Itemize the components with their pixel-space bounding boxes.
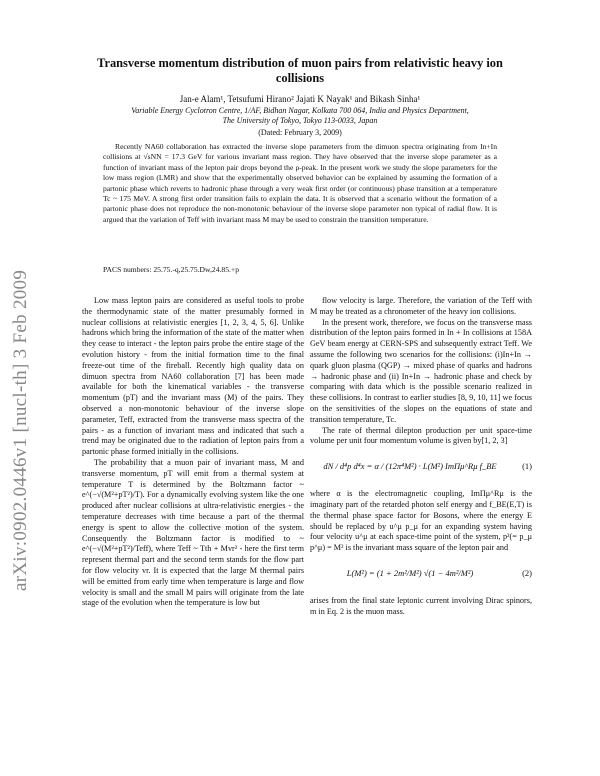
pacs-numbers: PACS numbers: 25.75.-q,25.75.Dw,24.85.+p (103, 265, 239, 274)
equation-2-body: L(M²) = (1 + 2m²/M²) √(1 − 4m²/M²) (346, 567, 474, 578)
left-column (82, 296, 304, 609)
paper-title: Transverse momentum distribution of muon pairs from relativistic heavy ion collisions (97, 56, 503, 85)
paragraph: flow velocity is large. Therefore, the variation of the Teff with M may be treated as a chronometer of the heavy ion collisions. (310, 296, 532, 316)
paragraph: where α is the electromagnetic coupling, ImΠμ^Rμ is the imaginary part of the retarded photon self energy and f_BE(E,T) is the thermal phase space factor for Bosons, where the energy E should be replaced by u^μ p_μ for an expanding system having four velocity u^μ at each space-time point of the system, p²(= p_μ p^μ) = M² is the invariant mass square of the lepton pair and (310, 489, 532, 553)
equation-2 (310, 558, 532, 592)
abstract: Recently NA60 collaboration has extracted the inverse slope parameters from the dimuon spectra originating from In+In collisions at √sNN = 17.3 GeV for various invariant mass region. They have observed that the inverse slope parameter as a function of invariant mass of the lepton pair drops beyond the ρ-peak. In the present work we study the slope parameters for the low mass region (LMR) and show that the experimentally observed behavior can be explained by assuming the formation of a partonic phase which reverts to hadronic phase through a very weak first order (or continuous) phase transition at a temperature Tc ~ 175 MeV. A strong first order transition fails to explain the data. It is observed that a scenario without the formation of a partonic phase does not reproduce the non-monotonic behaviour of the inverse slope parameter non typical of radial flow. It is argued that the variation of Teff with invariant mass M may be used to constrain the transition temperature. (103, 142, 497, 224)
paper-date: (Dated: February 3, 2009) (258, 128, 342, 137)
paragraph: Low mass lepton pairs are considered as useful tools to probe the thermodynamic state of the matter presumably formed in nuclear collisions at relativistic energies [1, 2, 3, 4, 5, 6]. Unlike hadrons which bring the information of the state of the matter when they cease to interact - the lepton pairs probe the entire stage of the evolution history - from the initial formation time to the final freeze-out time of the fireball. Recently high quality data on dimuon spectra from NA60 collaboration [7] has been made available for both the kinematical variables - the transverse momentum (pT) and the invariant mass (M) of the pairs. They observed a non-monotonic behaviour of the inverse slope parameter, Teff, extracted from the transverse mass spectra of the pairs - as a function of invariant mass and indicated that such a trend may be originated due to the radiation of lepton pairs from a partonic phase formed initially in the collisions. (82, 296, 304, 457)
equation-1 (310, 451, 532, 485)
paragraph: The rate of thermal dilepton production per unit space-time volume per unit four momentum volume is given by[1, 2, 3] (310, 425, 532, 446)
paper-affiliations: Variable Energy Cyclotron Centre, 1/AF, Bidhan Nagar, Kolkata 700 064, India and Physics Department, The University of Tokyo, Tokyo 113-0033, Japan (131, 106, 469, 125)
arxiv-stamp: arXiv:0902.0446v1 [nucl-th] 3 Feb 2009 (10, 269, 31, 591)
equation-1-body: dN / d⁴p d⁴x = α / (12π⁴M²) · L(M²) ImΠμ^Rμ f_BE (323, 461, 497, 472)
right-column (310, 296, 532, 618)
paper-authors: Jan-e Alam¹, Tetsufumi Hirano² Jajati K Nayak¹ and Bikash Sinha¹ (179, 94, 421, 104)
paragraph: The probability that a muon pair of invariant mass, M and transverse momentum, pT will emit from a thermal system at temperature T is determined by the Boltzmann factor ~ e^(−√(M²+pT²)/T). For a dynamically evolving system like the one produced after nuclear collisions at ultra-relativistic energies - the temperature decreases with time because a part of the thermal energy is spent to allow the collective motion of the system. Consequently the Boltzmann factor is modified to ~ e^(−√(M²+pT²)/Teff), where Teff ~ Tth + Mvr² - here the first term represent thermal part and the second term stands for the flow part for flow velocity vr. It is expected that the large M thermal pairs will be emitted from early time when temperature is large and flow velocity is small and the small M pairs will originate from the late stage of the evolution when the temperature is low but (82, 457, 304, 608)
paragraph: arises from the final state leptonic current involving Dirac spinors, m in Eq. 2 is the muon mass. (310, 595, 532, 616)
paragraph: In the present work, therefore, we focus on the transverse mass distribution of the lepton pairs formed in In + In collisions at 158A GeV beam energy at CERN-SPS and subsequently extract Teff. We assume the following two scenarios for the collisions: (i)In+In → quark gluon plasma (QGP) → mixed phase of quarks and hadrons → hadronic phase and (ii) In+In → hadronic phase and check by comparing with data which is the possible scenario realized in these collisions. In contrast to earlier studies [8, 9, 10, 11] we focus on the sensitivities of the slopes on the equations of state and transition temperature, Tc. (310, 317, 532, 424)
equation-1-number: (1) (522, 461, 532, 472)
equation-2-number: (2) (522, 567, 532, 578)
